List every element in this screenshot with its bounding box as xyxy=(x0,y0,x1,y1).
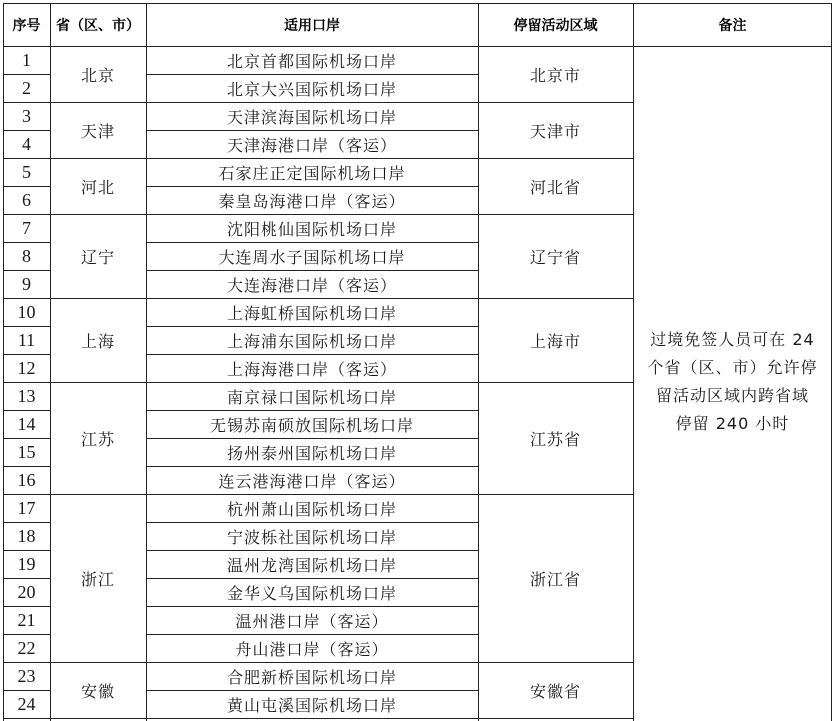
stay-region: 天津市 xyxy=(529,121,581,141)
province-name: 安徽 xyxy=(80,681,115,701)
port-name: 合肥新桥国际机场口岸 xyxy=(226,667,397,687)
row-number: 12 xyxy=(17,357,36,378)
row-number: 5 xyxy=(22,161,31,182)
stay-region: 北京市 xyxy=(529,65,581,85)
port-name: 杭州萧山国际机场口岸 xyxy=(226,499,397,519)
row-number: 15 xyxy=(17,441,36,462)
stay-region: 辽宁省 xyxy=(529,247,581,267)
row-number: 1 xyxy=(22,49,31,70)
port-name: 宁波栎社国际机场口岸 xyxy=(226,527,397,547)
province-name: 天津 xyxy=(80,121,115,141)
header-province: 省（区、市） xyxy=(56,17,140,34)
stay-region: 上海市 xyxy=(529,331,581,351)
group-divider xyxy=(3,158,633,159)
stay-region: 江苏省 xyxy=(529,429,581,449)
group-divider xyxy=(3,718,633,719)
column-divider xyxy=(478,3,479,721)
port-name: 上海浦东国际机场口岸 xyxy=(226,331,397,351)
header-port: 适用口岸 xyxy=(284,17,340,34)
column-divider xyxy=(831,3,832,721)
port-name: 上海虹桥国际机场口岸 xyxy=(226,303,397,323)
header-divider xyxy=(3,46,832,47)
ports-table xyxy=(3,3,832,721)
column-divider xyxy=(633,3,634,721)
group-divider xyxy=(3,298,633,299)
port-name: 大连海港口岸（客运） xyxy=(226,275,397,295)
port-name: 上海海港口岸（客运） xyxy=(226,359,397,379)
group-divider xyxy=(3,494,633,495)
column-divider xyxy=(3,3,4,721)
port-name: 金华义乌国际机场口岸 xyxy=(226,583,397,603)
port-name: 温州龙湾国际机场口岸 xyxy=(226,555,397,575)
port-name: 沈阳桃仙国际机场口岸 xyxy=(226,219,397,239)
row-number: 16 xyxy=(17,469,36,490)
row-number: 4 xyxy=(22,133,31,154)
column-divider xyxy=(50,3,51,721)
group-divider xyxy=(3,214,633,215)
port-name: 南京禄口国际机场口岸 xyxy=(226,387,397,407)
column-divider xyxy=(146,3,147,721)
province-name: 江苏 xyxy=(80,429,115,449)
port-name: 大连周水子国际机场口岸 xyxy=(218,247,406,267)
group-divider xyxy=(3,102,633,103)
row-number: 8 xyxy=(22,245,31,266)
port-name: 无锡苏南硕放国际机场口岸 xyxy=(209,415,414,435)
port-name: 黄山屯溪国际机场口岸 xyxy=(226,695,397,715)
row-number: 19 xyxy=(17,553,36,574)
port-name: 石家庄正定国际机场口岸 xyxy=(218,163,406,183)
port-name: 天津滨海国际机场口岸 xyxy=(226,107,397,127)
row-number: 23 xyxy=(17,665,36,686)
stay-region: 安徽省 xyxy=(529,681,581,701)
port-name: 连云港海港口岸（客运） xyxy=(218,471,406,491)
port-name: 温州港口岸（客运） xyxy=(235,611,389,631)
header-remark: 备注 xyxy=(718,17,747,34)
stay-region: 河北省 xyxy=(529,177,581,197)
row-number: 21 xyxy=(17,609,36,630)
port-name: 天津海港口岸（客运） xyxy=(226,135,397,155)
province-name: 河北 xyxy=(80,177,115,197)
header-no: 序号 xyxy=(12,17,41,34)
row-number: 17 xyxy=(17,497,36,518)
row-number: 3 xyxy=(22,105,31,126)
row-number: 20 xyxy=(17,581,36,602)
row-number: 9 xyxy=(22,273,31,294)
port-name: 秦皇岛海港口岸（客运） xyxy=(218,191,406,211)
group-divider xyxy=(3,662,633,663)
row-number: 2 xyxy=(22,77,31,98)
header-region: 停留活动区域 xyxy=(513,17,598,34)
port-name: 北京首都国际机场口岸 xyxy=(226,51,397,71)
row-number: 13 xyxy=(17,385,36,406)
province-name: 上海 xyxy=(80,331,115,351)
row-number: 22 xyxy=(17,637,36,658)
port-name: 北京大兴国际机场口岸 xyxy=(226,79,397,99)
row-number: 10 xyxy=(17,301,36,322)
group-divider xyxy=(3,382,633,383)
row-number: 18 xyxy=(17,525,36,546)
stay-region: 浙江省 xyxy=(529,569,581,589)
port-name: 扬州泰州国际机场口岸 xyxy=(226,443,397,463)
row-number: 7 xyxy=(22,217,31,238)
table-border-top xyxy=(3,3,832,4)
province-name: 辽宁 xyxy=(80,247,115,267)
row-number: 14 xyxy=(17,413,36,434)
row-number: 24 xyxy=(17,693,36,714)
row-number: 6 xyxy=(22,189,31,210)
province-name: 北京 xyxy=(80,65,115,85)
row-number: 11 xyxy=(17,329,36,350)
province-name: 浙江 xyxy=(80,569,115,589)
port-name: 舟山港口岸（客运） xyxy=(235,639,389,659)
remark-note: 过境免签人员可在 24 个省（区、市）允许停 留活动区域内跨省域 停留 240 小时 xyxy=(647,330,818,433)
